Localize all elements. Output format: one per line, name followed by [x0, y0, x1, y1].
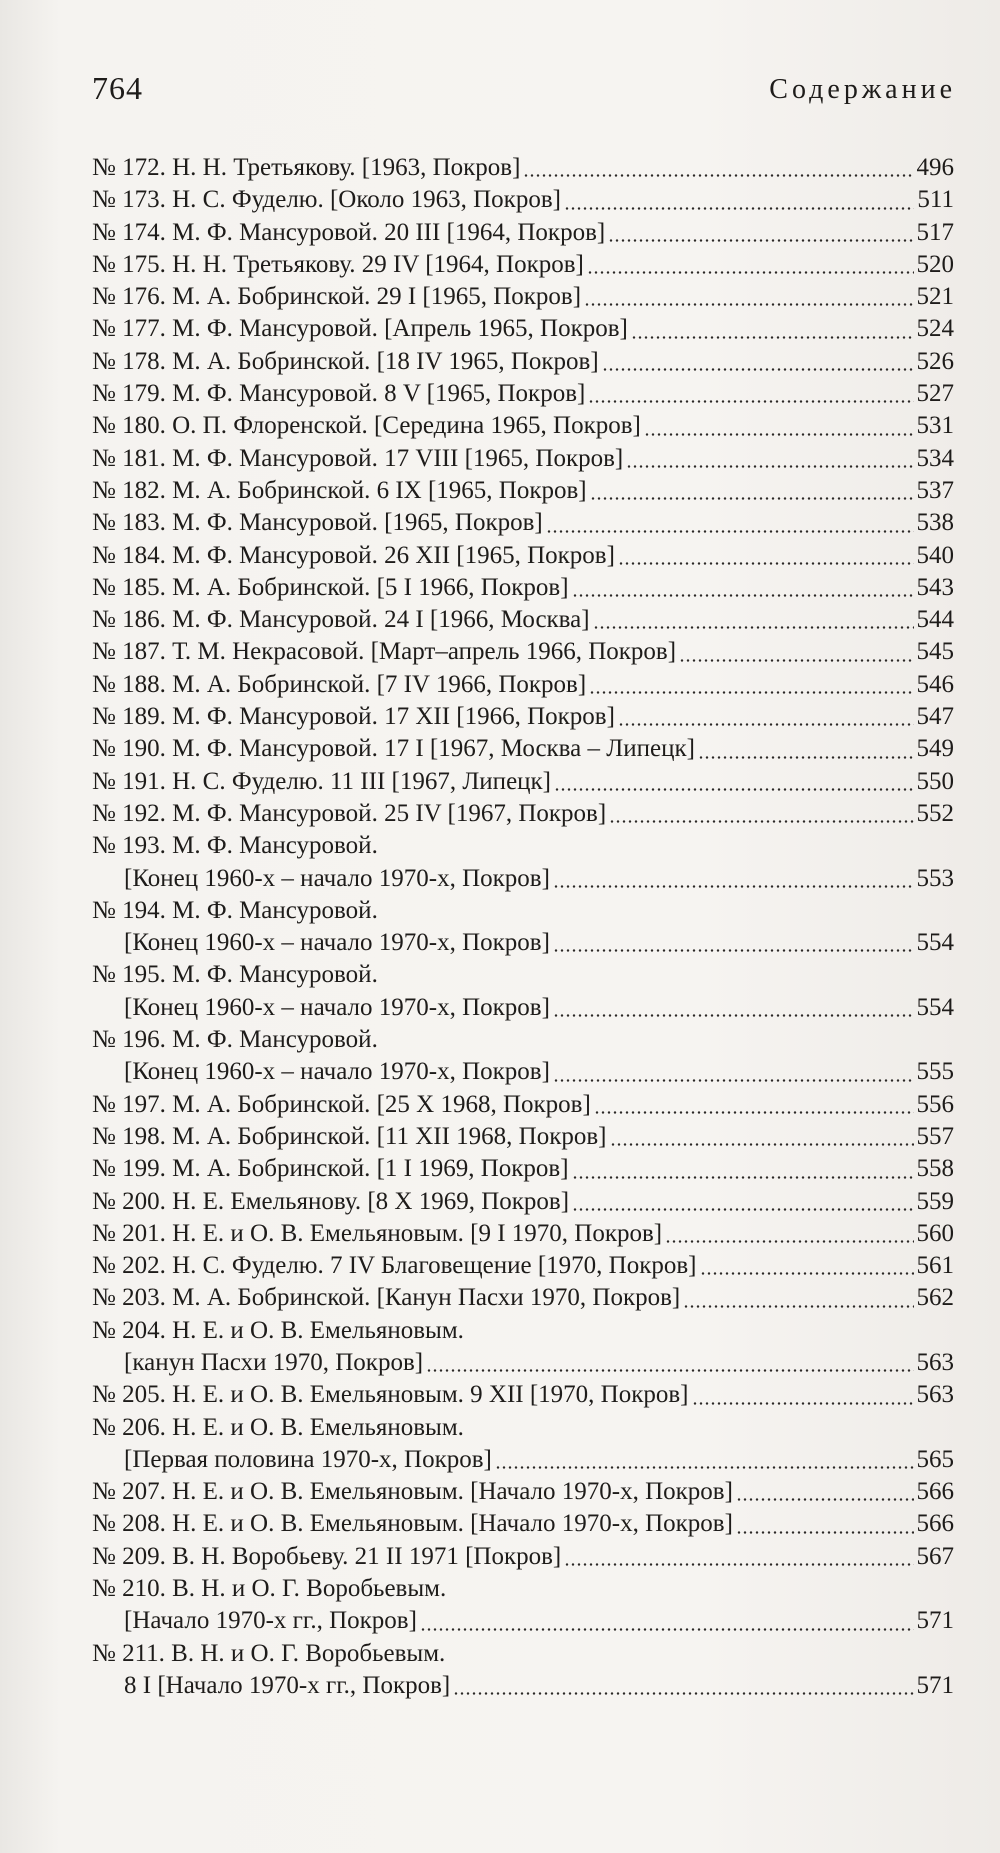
toc-entry	[92, 572, 954, 604]
toc-entry-title: № 183. М. Ф. Мансуровой. [1965, Покров]	[92, 509, 543, 537]
toc-page-number: 553	[916, 864, 954, 892]
dot-leader	[564, 190, 914, 210]
toc-entry-title: № 174. М. Ф. Мансуровой. 20 III [1964, Покров]	[92, 218, 606, 246]
dot-leader	[553, 868, 914, 888]
toc-page-number: 550	[916, 767, 954, 795]
toc-entry	[92, 636, 954, 668]
toc-entry	[92, 604, 954, 636]
toc-entry	[92, 701, 954, 733]
toc-entry	[92, 1089, 954, 1121]
dot-leader	[700, 1255, 914, 1275]
dot-leader	[495, 1449, 914, 1469]
toc-entry-title: № 195. М. Ф. Мансуровой.	[92, 961, 378, 989]
toc-entry-title: № 198. М. А. Бобринской. [11 XII 1968, Покров]	[92, 1122, 607, 1150]
dot-leader	[736, 1481, 914, 1501]
toc-page-number: 521	[916, 283, 954, 311]
toc-page-number: 554	[916, 993, 954, 1021]
dot-leader	[692, 1385, 914, 1405]
toc-page-number: 534	[916, 444, 954, 472]
toc-entry-title: 8 I [Начало 1970-х гг., Покров]	[124, 1671, 451, 1699]
toc-entry-title: № 203. М. А. Бобринской. [Канун Пасхи 1970, Покров]	[92, 1284, 681, 1312]
toc-page-number: 571	[916, 1671, 954, 1699]
toc-entry-title: № 191. Н. С. Фуделю. 11 III [1967, Липецк]	[92, 767, 552, 795]
toc-page-number: 549	[916, 735, 954, 763]
toc-entry-title: № 187. Т. М. Некрасовой. [Март–апрель 1966, Покров]	[92, 638, 677, 666]
toc-entry	[92, 895, 954, 927]
toc-entry-title: № 208. Н. Е. и О. В. Емельяновым. [Начало 1970-х, Покров]	[92, 1510, 733, 1538]
toc-entry	[92, 1121, 954, 1153]
toc-page-number: 537	[916, 476, 954, 504]
toc-page-number: 562	[916, 1284, 954, 1312]
dot-leader	[546, 513, 914, 533]
dot-leader	[644, 416, 914, 436]
toc-entry	[92, 959, 954, 991]
toc-entry-title: № 172. Н. Н. Третьякову. [1963, Покров]	[92, 154, 521, 181]
toc-page-number: 571	[916, 1607, 954, 1635]
dot-leader	[572, 1191, 913, 1211]
dot-leader	[698, 739, 914, 759]
dot-leader	[553, 997, 914, 1017]
toc-entry-title: № 202. Н. С. Фуделю. 7 IV Благовещение [1970, Покров]	[92, 1252, 697, 1280]
toc-entry	[92, 1476, 954, 1508]
toc-page-number: 527	[916, 380, 954, 408]
toc-entry-title: № 173. Н. С. Фуделю. [Около 1963, Покров]	[92, 186, 561, 214]
toc-entry-title: [Конец 1960-х – начало 1970-х, Покров]	[124, 929, 550, 957]
toc-entry-title: № 179. М. Ф. Мансуровой. 8 V [1965, Покров]	[92, 380, 586, 408]
toc-page-number: 543	[916, 573, 954, 601]
toc-entry-continuation	[92, 927, 954, 959]
toc-entry	[92, 1412, 954, 1444]
toc-entry-continuation	[92, 1056, 954, 1088]
toc-page-number: 544	[916, 606, 954, 634]
toc-entry-title: № 188. М. А. Бобринской. [7 IV 1966, Покров]	[92, 670, 587, 698]
dot-leader	[554, 771, 913, 791]
toc-page-number: 555	[916, 1058, 954, 1086]
toc-page-number: 561	[916, 1252, 954, 1280]
toc-entry-title: № 176. М. А. Бобринской. 29 I [1965, Покров]	[92, 283, 582, 311]
dot-leader	[610, 1126, 914, 1146]
dot-leader	[588, 383, 913, 403]
toc-entry-title: [Начало 1970-х гг., Покров]	[124, 1607, 417, 1635]
toc-entry-title: № 181. М. Ф. Мансуровой. 17 VIII [1965, Покров]	[92, 444, 624, 472]
toc-entry	[92, 1379, 954, 1411]
dot-leader	[626, 448, 913, 468]
toc-entry-title: [Конец 1960-х – начало 1970-х, Покров]	[124, 864, 550, 892]
toc-page-number: 558	[916, 1155, 954, 1183]
toc-page-number: 540	[916, 541, 954, 569]
toc-entry	[92, 1508, 954, 1540]
toc-entry	[92, 1638, 954, 1670]
toc-entry-title: № 201. Н. Е. и О. В. Емельяновым. [9 I 1970, Покров]	[92, 1219, 663, 1247]
toc-entry	[92, 281, 954, 313]
toc-entry-continuation	[92, 863, 954, 895]
dot-leader	[602, 351, 914, 371]
dot-leader	[618, 545, 914, 565]
dot-leader	[584, 286, 913, 306]
dot-leader	[608, 222, 913, 242]
toc-entry-title: № 190. М. Ф. Мансуровой. 17 I [1967, Москва – Липецк]	[92, 735, 695, 763]
toc-page-number: 520	[916, 250, 954, 278]
toc-entry	[92, 1250, 954, 1282]
dot-leader	[572, 1159, 914, 1179]
toc-entry-title: № 207. Н. Е. и О. В. Емельяновым. [Начало 1970-х, Покров]	[92, 1478, 733, 1506]
toc-entry-title: № 189. М. Ф. Мансуровой. 17 XII [1966, Покров]	[92, 703, 615, 731]
toc-page-number: 538	[916, 509, 954, 537]
toc-page-number: 565	[916, 1445, 954, 1473]
toc-entry	[92, 346, 954, 378]
dot-leader	[631, 319, 914, 339]
toc-entry	[92, 475, 954, 507]
dot-leader	[665, 1223, 913, 1243]
toc-entry	[92, 1186, 954, 1218]
toc-entry-title: № 199. М. А. Бобринской. [1 I 1969, Покров]	[92, 1155, 569, 1183]
toc-entry-title: № 186. М. Ф. Мансуровой. 24 I [1966, Москва]	[92, 606, 590, 634]
toc-entry-title: [Конец 1960-х – начало 1970-х, Покров]	[124, 1058, 550, 1086]
toc-entry-title: № 192. М. Ф. Мансуровой. 25 IV [1967, Покров]	[92, 799, 607, 827]
toc-entry	[92, 1541, 954, 1573]
dot-leader	[553, 1062, 914, 1082]
dot-leader	[594, 1094, 914, 1114]
toc-entry	[92, 766, 954, 798]
toc-entry	[92, 507, 954, 539]
toc-entry-title: [канун Пасхи 1970, Покров]	[124, 1348, 424, 1376]
toc-entry-continuation	[92, 992, 954, 1024]
toc-entry-continuation	[92, 1347, 954, 1379]
toc-entry-title: № 180. О. П. Флоренской. [Середина 1965, Покров]	[92, 412, 641, 440]
dot-leader	[736, 1514, 914, 1534]
toc-entry-title: № 206. Н. Е. и О. В. Емельяновым.	[92, 1413, 464, 1441]
toc-entry	[92, 540, 954, 572]
toc-entry	[92, 733, 954, 765]
toc-entry	[92, 217, 954, 249]
toc-entry	[92, 313, 954, 345]
toc-entry	[92, 669, 954, 701]
page-header	[92, 70, 956, 114]
dot-leader	[683, 1288, 913, 1308]
toc-entry	[92, 798, 954, 830]
toc-page-number: 517	[916, 218, 954, 246]
dot-leader	[590, 480, 914, 500]
toc-entry	[92, 830, 954, 862]
dot-leader	[523, 157, 913, 177]
toc-entry	[92, 1282, 954, 1314]
toc-entry	[92, 378, 954, 410]
toc-entry	[92, 1024, 954, 1056]
toc-entry-title: № 184. М. Ф. Мансуровой. 26 XII [1965, Покров]	[92, 541, 615, 569]
toc-entry-title: № 210. В. Н. и О. Г. Воробьевым.	[92, 1575, 447, 1603]
toc-page-number: 554	[916, 929, 954, 957]
toc-entry	[92, 249, 954, 281]
toc-page-number: 567	[916, 1542, 954, 1570]
dot-leader	[679, 642, 913, 662]
toc-page-number: 556	[916, 1090, 954, 1118]
page-number: 764	[92, 70, 143, 106]
toc-entry-title: № 196. М. Ф. Мансуровой.	[92, 1026, 378, 1054]
toc-entry-title: № 200. Н. Е. Емельянову. [8 X 1969, Покров]	[92, 1187, 570, 1215]
toc-entry-title: № 175. Н. Н. Третьякову. 29 IV [1964, Покров]	[92, 250, 584, 278]
dot-leader	[587, 254, 914, 274]
toc-page-number: 496	[916, 154, 954, 181]
dot-leader	[609, 803, 913, 823]
toc-page-number: 557	[916, 1122, 954, 1150]
toc-entry-title: № 182. М. А. Бобринской. 6 IX [1965, Покров]	[92, 476, 587, 504]
toc-entry-continuation	[92, 1605, 954, 1637]
toc-page-number: 546	[916, 670, 954, 698]
dot-leader	[426, 1352, 913, 1372]
dot-leader	[618, 706, 914, 726]
toc-entry	[92, 1573, 954, 1605]
toc-entry	[92, 184, 954, 216]
toc-entry	[92, 1218, 954, 1250]
toc-entry-title: № 205. Н. Е. и О. В. Емельяновым. 9 XII [1970, Покров]	[92, 1381, 689, 1409]
toc-page-number: 531	[916, 412, 954, 440]
toc-page-number: 547	[916, 703, 954, 731]
toc-page-number: 560	[916, 1219, 954, 1247]
toc-page-number: 552	[916, 799, 954, 827]
toc-page-number: 545	[916, 638, 954, 666]
toc-page-number: 526	[916, 347, 954, 375]
toc-entry	[92, 443, 954, 475]
toc-entry-continuation	[92, 1444, 954, 1476]
toc-page-number: 524	[916, 315, 954, 343]
toc-entry	[92, 152, 954, 184]
toc-entry-title: № 204. Н. Е. и О. В. Емельяновым.	[92, 1316, 464, 1344]
toc-entry-title: № 193. М. Ф. Мансуровой.	[92, 832, 378, 860]
dot-leader	[553, 932, 914, 952]
dot-leader	[453, 1675, 913, 1695]
table-of-contents	[92, 152, 954, 1702]
toc-entry	[92, 1153, 954, 1185]
running-title: Содержание	[769, 74, 956, 105]
dot-leader	[572, 577, 914, 597]
toc-page-number: 566	[916, 1510, 954, 1538]
dot-leader	[564, 1546, 913, 1566]
toc-entry	[92, 410, 954, 442]
toc-entry-title: [Конец 1960-х – начало 1970-х, Покров]	[124, 993, 550, 1021]
toc-entry-title: № 209. В. Н. Воробьеву. 21 II 1971 [Покров]	[92, 1542, 562, 1570]
dot-leader	[589, 674, 913, 694]
toc-entry-title: № 197. М. А. Бобринской. [25 X 1968, Покров]	[92, 1090, 591, 1118]
toc-entry-title: № 194. М. Ф. Мансуровой.	[92, 896, 378, 924]
toc-entry-title: [Первая половина 1970-х, Покров]	[124, 1445, 492, 1473]
toc-page-number: 566	[916, 1478, 954, 1506]
toc-page-number: 563	[916, 1348, 954, 1376]
toc-entry	[92, 1315, 954, 1347]
dot-leader	[420, 1611, 914, 1631]
toc-entry-title: № 185. М. А. Бобринской. [5 I 1966, Покров]	[92, 573, 569, 601]
toc-entry-title: № 211. В. Н. и О. Г. Воробьевым.	[92, 1639, 446, 1667]
toc-entry-title: № 178. М. А. Бобринской. [18 IV 1965, Покров]	[92, 347, 599, 375]
toc-entry-continuation	[92, 1670, 954, 1702]
toc-entry-title: № 177. М. Ф. Мансуровой. [Апрель 1965, Покров]	[92, 315, 628, 343]
dot-leader	[593, 609, 914, 629]
toc-page-number: 511	[917, 186, 954, 214]
toc-page-number: 563	[916, 1381, 954, 1409]
toc-page-number: 559	[916, 1187, 954, 1215]
